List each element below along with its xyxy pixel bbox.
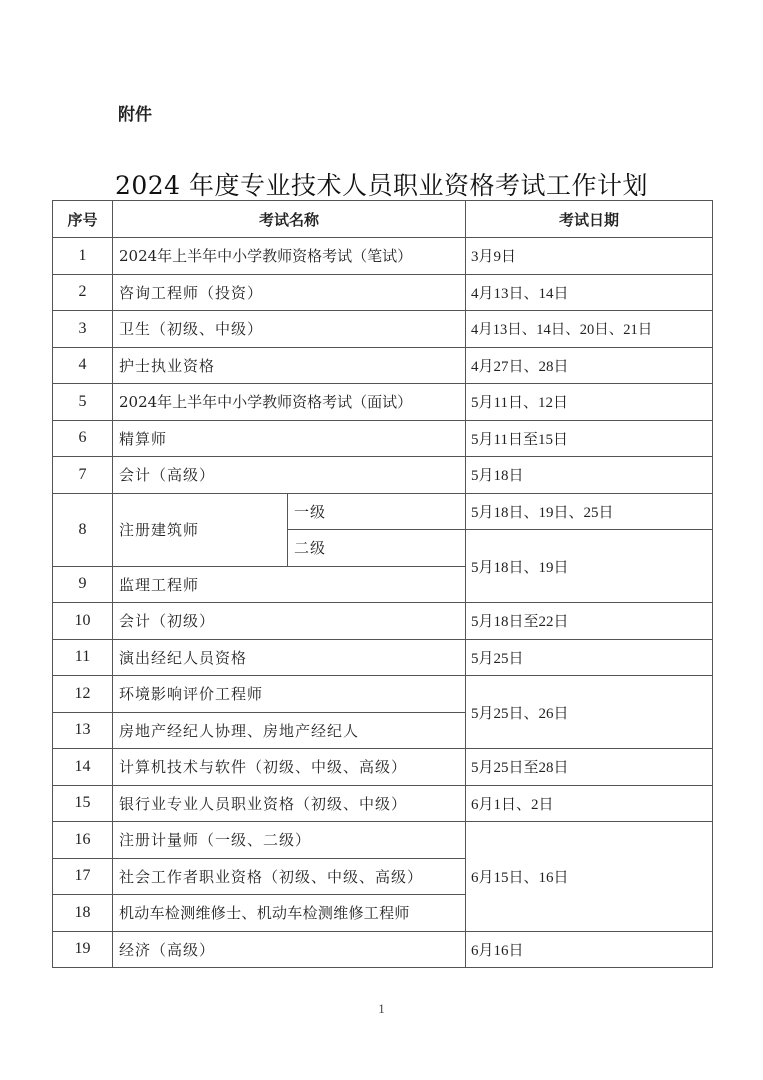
row-date: 5月18日、19日: [466, 530, 713, 603]
table-row: [53, 676, 713, 713]
row-date: 6月1日、2日: [466, 785, 713, 822]
row-no: 4: [53, 347, 113, 384]
row-no: 7: [53, 457, 113, 494]
table-row: [53, 457, 713, 494]
row-date: 5月25日至28日: [466, 749, 713, 786]
row-name: 2024年上半年中小学教师资格考试（面试）: [113, 384, 466, 421]
row-date: 5月18日至22日: [466, 603, 713, 640]
row-no: 17: [53, 858, 113, 895]
row-sublevel: 二级: [288, 530, 466, 567]
row-no: 1: [53, 238, 113, 275]
row-name: 精算师: [113, 420, 466, 457]
row-name: 会计（高级）: [113, 457, 466, 494]
row-name: 银行业专业人员职业资格（初级、中级）: [113, 785, 466, 822]
row-name: 经济（高级）: [113, 931, 466, 968]
row-no: 9: [53, 566, 113, 603]
row-no: 5: [53, 384, 113, 421]
row-name: 护士执业资格: [113, 347, 466, 384]
row-no: 8: [53, 493, 113, 566]
header-no: 序号: [53, 201, 113, 238]
row-date: 4月27日、28日: [466, 347, 713, 384]
row-no: 3: [53, 311, 113, 348]
row-date: 5月11日、12日: [466, 384, 713, 421]
row-name: 房地产经纪人协理、房地产经纪人: [113, 712, 466, 749]
row-name: 演出经纪人员资格: [113, 639, 466, 676]
table-row: [53, 347, 713, 384]
row-no: 13: [53, 712, 113, 749]
table-row: [53, 749, 713, 786]
row-name: 会计（初级）: [113, 603, 466, 640]
header-date: 考试日期: [466, 201, 713, 238]
row-date: 6月16日: [466, 931, 713, 968]
table-row: [53, 822, 713, 859]
row-date: 5月18日、19日、25日: [466, 493, 713, 530]
table-row: [53, 238, 713, 275]
row-no: 15: [53, 785, 113, 822]
table-row: [53, 493, 713, 530]
row-sublevel: 一级: [288, 493, 466, 530]
table-row: [53, 274, 713, 311]
row-name: 监理工程师: [113, 566, 466, 603]
table-row: [53, 931, 713, 968]
table-row: [53, 420, 713, 457]
row-date: 5月25日、26日: [466, 676, 713, 749]
row-no: 12: [53, 676, 113, 713]
row-name: 注册建筑师: [113, 493, 288, 566]
attachment-label: 附件: [118, 105, 152, 125]
page-number: 1: [378, 1001, 385, 1016]
row-no: 10: [53, 603, 113, 640]
row-no: 16: [53, 822, 113, 859]
table-row: [53, 384, 713, 421]
document-title: 2024 年度专业技术人员职业资格考试工作计划: [114, 171, 649, 200]
row-date: 4月13日、14日: [466, 274, 713, 311]
row-date: 5月11日至15日: [466, 420, 713, 457]
row-date: 5月25日: [466, 639, 713, 676]
header-name: 考试名称: [113, 201, 466, 238]
row-name: 2024年上半年中小学教师资格考试（笔试）: [113, 238, 466, 275]
table-header-row: [53, 201, 713, 238]
row-no: 6: [53, 420, 113, 457]
row-no: 19: [53, 931, 113, 968]
row-name: 机动车检测维修士、机动车检测维修工程师: [113, 895, 466, 932]
row-no: 11: [53, 639, 113, 676]
exam-schedule-table: [52, 200, 713, 968]
row-date: 5月18日: [466, 457, 713, 494]
row-date: 3月9日: [466, 238, 713, 275]
row-name: 环境影响评价工程师: [113, 676, 466, 713]
table-row: [53, 311, 713, 348]
row-no: 14: [53, 749, 113, 786]
row-date: 6月15日、16日: [466, 822, 713, 932]
row-name: 计算机技术与软件（初级、中级、高级）: [113, 749, 466, 786]
row-name: 卫生（初级、中级）: [113, 311, 466, 348]
row-name: 注册计量师（一级、二级）: [113, 822, 466, 859]
row-name: 咨询工程师（投资）: [113, 274, 466, 311]
row-name: 社会工作者职业资格（初级、中级、高级）: [113, 858, 466, 895]
row-date: 4月13日、14日、20日、21日: [466, 311, 713, 348]
table-row: [53, 603, 713, 640]
row-no: 18: [53, 895, 113, 932]
row-no: 2: [53, 274, 113, 311]
table-row: [53, 639, 713, 676]
table-row: [53, 785, 713, 822]
